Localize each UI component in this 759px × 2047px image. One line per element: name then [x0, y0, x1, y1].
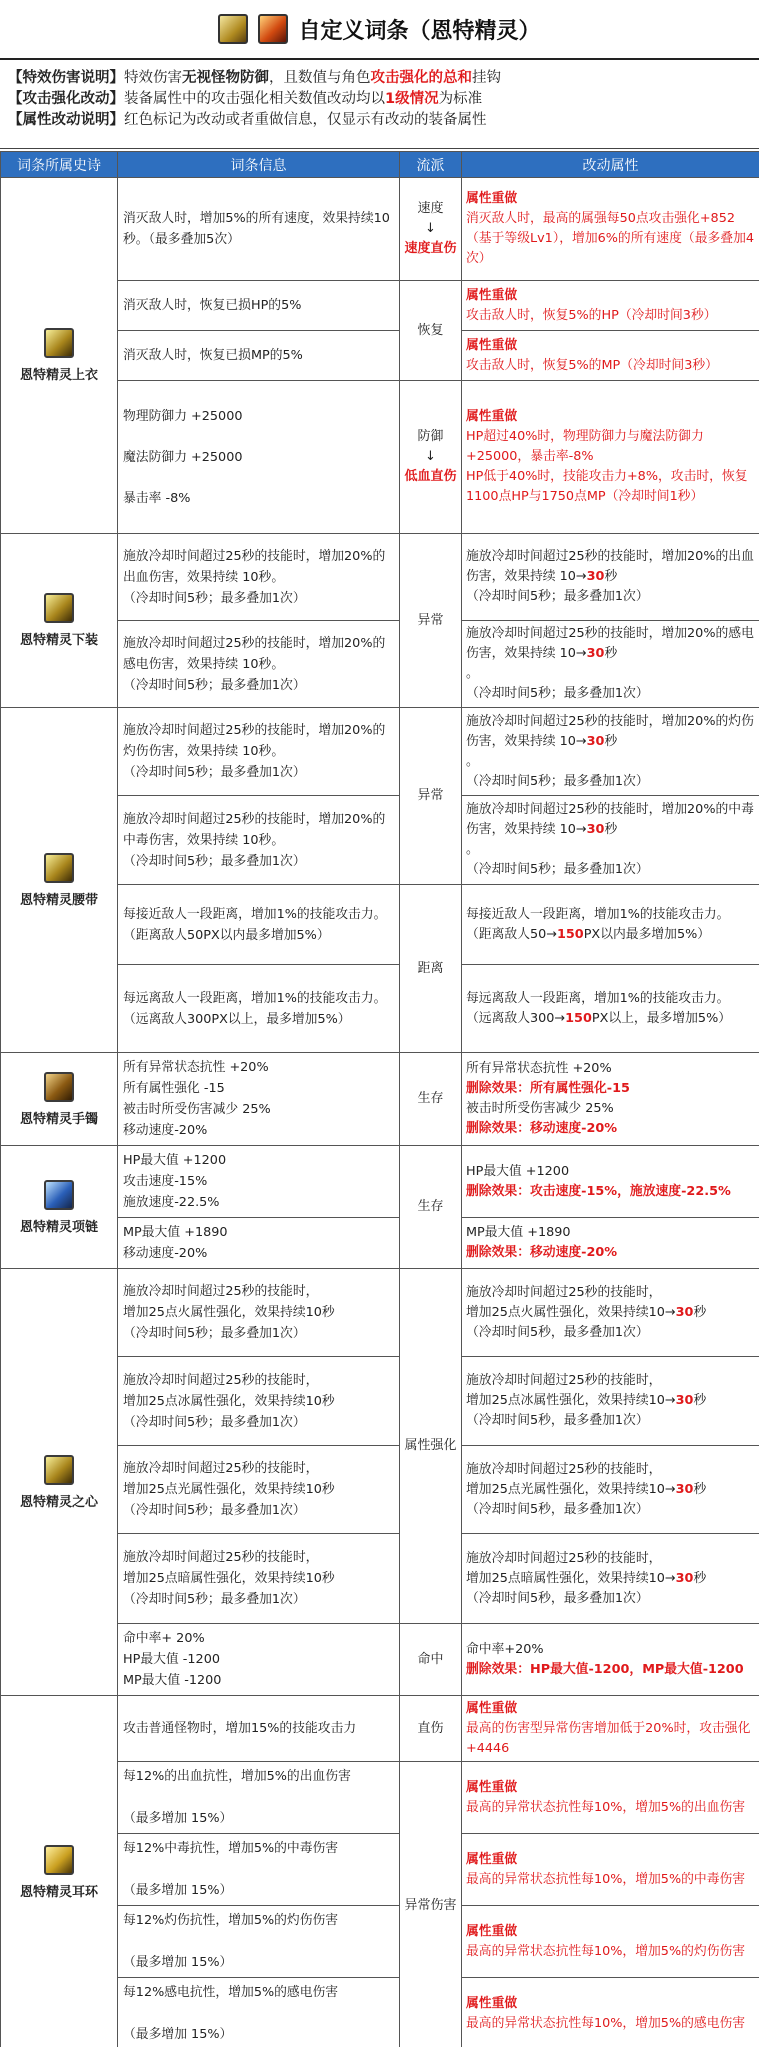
school-cell: 防御 ↓ 低血直伤	[400, 381, 462, 534]
note-key: 【特效伤害说明】	[8, 70, 124, 86]
change-cell: 施放冷却时间超过25秒的技能时，增加20%的感电伤害，效果持续 10→30秒 。 （冷却时间5秒；最多叠加1次）	[462, 621, 759, 708]
affix-info: 每12%的出血抗性，增加5%的出血伤害 （最多增加 15%）	[118, 1762, 400, 1834]
table-row	[1, 1696, 759, 1762]
school-cell: 异常	[400, 708, 462, 885]
affix-info: 每远离敌人一段距离，增加1%的技能攻击力。 （远离敌人300PX以上，最多增加5%）	[118, 965, 400, 1053]
change-cell: 属性重做 HP超过40%时，物理防御力与魔法防御力+25000，暴击率-8% HP低于40%时，技能攻击力+8%，攻击时，恢复1100点HP与1750点MP（冷却时间1秒）	[462, 381, 759, 534]
page-title: 自定义词条（恩特精灵）	[298, 18, 541, 44]
table-row	[1, 178, 759, 281]
school-cell: 直伤	[400, 1696, 462, 1762]
affix-info: 施放冷却时间超过25秒的技能时， 增加25点暗属性强化，效果持续10秒 （冷却时间5秒；最多叠加1次）	[118, 1534, 400, 1624]
info-note: 【属性改动说明】红色标记为改动或者重做信息，仅显示有改动的装备属性	[8, 112, 487, 128]
affix-info: 施放冷却时间超过25秒的技能时，增加20%的灼伤伤害，效果持续 10秒。 （冷却时间5秒；最多叠加1次）	[118, 708, 400, 796]
table-header-row	[1, 152, 759, 178]
page-title-bar	[0, 0, 759, 60]
affix-info: 每12%灼伤抗性，增加5%的灼伤伤害 （最多增加 15%）	[118, 1906, 400, 1978]
change-cell: 属性重做 最高的异常状态抗性每10%，增加5%的中毒伤害	[462, 1834, 759, 1906]
school-cell: 生存	[400, 1146, 462, 1269]
affix-info: 施放冷却时间超过25秒的技能时， 增加25点火属性强化，效果持续10秒 （冷却时间5秒；最多叠加1次）	[118, 1269, 400, 1357]
affix-info: 消灭敌人时，增加5%的所有速度，效果持续10秒。（最多叠加5次）	[118, 178, 400, 281]
table-row	[1, 708, 759, 796]
change-cell: 施放冷却时间超过25秒的技能时，增加20%的出血伤害，效果持续 10→30秒 （冷却时间5秒；最多叠加1次）	[462, 534, 759, 621]
change-cell: 属性重做 消灭敌人时，最高的属强每50点攻击强化+852（基于等级Lv1），增加6%的所有速度（最多叠加4次）	[462, 178, 759, 281]
affix-info: 施放冷却时间超过25秒的技能时，增加20%的出血伤害，效果持续 10秒。 （冷却时间5秒；最多叠加1次）	[118, 534, 400, 621]
change-cell: 施放冷却时间超过25秒的技能时， 增加25点光属性强化，效果持续10→30秒 （冷却时间5秒，最多叠加1次）	[462, 1446, 759, 1534]
affix-info: 施放冷却时间超过25秒的技能时，增加20%的感电伤害，效果持续 10秒。 （冷却时间5秒；最多叠加1次）	[118, 621, 400, 708]
note-key: 【攻击强化改动】	[8, 91, 124, 107]
epic-name-cell: 恩特精灵腰带	[1, 708, 118, 1053]
epic-name-cell: 恩特精灵耳环	[1, 1696, 118, 2047]
info-notes	[0, 62, 759, 149]
school-cell: 属性强化	[400, 1269, 462, 1624]
school-cell: 异常伤害	[400, 1762, 462, 2047]
table-row	[1, 1053, 759, 1146]
affix-info: 攻击普通怪物时，增加15%的技能攻击力	[118, 1696, 400, 1762]
epic-name-cell: 恩特精灵之心	[1, 1269, 118, 1696]
epic-name-cell: 恩特精灵项链	[1, 1146, 118, 1269]
change-cell: MP最大值 +1890 删除效果：移动速度-20%	[462, 1218, 759, 1269]
change-cell: HP最大值 +1200 删除效果：攻击速度-15%，施放速度-22.5%	[462, 1146, 759, 1218]
affix-info: 施放冷却时间超过25秒的技能时， 增加25点光属性强化，效果持续10秒 （冷却时间5秒；最多叠加1次）	[118, 1446, 400, 1534]
change-cell: 命中率+20% 删除效果：HP最大值-1200，MP最大值-1200	[462, 1624, 759, 1696]
affix-info: 所有异常状态抗性 +20% 所有属性强化 -15 被击时所受伤害减少 25% 移动速度-20%	[118, 1053, 400, 1146]
column-header: 词条信息	[118, 152, 400, 178]
info-note: 【攻击强化改动】装备属性中的攻击强化相关数值改动均以1级情况为标准	[8, 91, 483, 107]
affix-info: 施放冷却时间超过25秒的技能时， 增加25点冰属性强化，效果持续10秒 （冷却时间5秒；最多叠加1次）	[118, 1357, 400, 1446]
affix-info: HP最大值 +1200 攻击速度-15% 施放速度-22.5%	[118, 1146, 400, 1218]
earring-icon	[44, 1845, 74, 1875]
change-cell: 施放冷却时间超过25秒的技能时， 增加25点暗属性强化，效果持续10→30秒 （冷却时间5秒，最多叠加1次）	[462, 1534, 759, 1624]
affix-info: 施放冷却时间超过25秒的技能时，增加20%的中毒伤害，效果持续 10秒。 （冷却时间5秒；最多叠加1次）	[118, 796, 400, 885]
change-cell: 属性重做 最高的异常状态抗性每10%，增加5%的感电伤害	[462, 1978, 759, 2047]
change-cell: 属性重做 最高的异常状态抗性每10%，增加5%的出血伤害	[462, 1762, 759, 1834]
column-header: 改动属性	[462, 152, 759, 178]
epic-name-cell: 恩特精灵手镯	[1, 1053, 118, 1146]
school-cell: 速度 ↓ 速度直伤	[400, 178, 462, 281]
change-cell: 所有异常状态抗性 +20% 删除效果：所有属性强化-15 被击时所受伤害减少 25% 删除效果：移动速度-20%	[462, 1053, 759, 1146]
column-header: 词条所属史诗	[1, 152, 118, 178]
affix-info: MP最大值 +1890 移动速度-20%	[118, 1218, 400, 1269]
change-cell: 施放冷却时间超过25秒的技能时，增加20%的灼伤伤害，效果持续 10→30秒 。 （冷却时间5秒；最多叠加1次）	[462, 708, 759, 796]
school-cell: 异常	[400, 534, 462, 708]
bracelet-icon	[44, 1072, 74, 1102]
affix-info: 消灭敌人时，恢复已损MP的5%	[118, 331, 400, 381]
armor-icon	[44, 328, 74, 358]
equipment-icon	[218, 14, 248, 44]
school-cell: 距离	[400, 885, 462, 1053]
epic-name-cell: 恩特精灵下装	[1, 534, 118, 708]
note-key: 【属性改动说明】	[8, 112, 124, 128]
change-cell: 每接近敌人一段距离，增加1%的技能攻击力。 （距离敌人50→150PX以内最多增加5%）	[462, 885, 759, 965]
affix-info: 物理防御力 +25000 魔法防御力 +25000 暴击率 -8%	[118, 381, 400, 534]
affix-info: 每12%感电抗性，增加5%的感电伤害 （最多增加 15%）	[118, 1978, 400, 2047]
school-cell: 生存	[400, 1053, 462, 1146]
change-cell: 属性重做 攻击敌人时，恢复5%的HP（冷却时间3秒）	[462, 281, 759, 331]
school-cell: 恢复	[400, 281, 462, 381]
affix-info: 消灭敌人时，恢复已损HP的5%	[118, 281, 400, 331]
school-cell: 命中	[400, 1624, 462, 1696]
change-cell: 每远离敌人一段距离，增加1%的技能攻击力。 （远离敌人300→150PX以上，最多增加5%）	[462, 965, 759, 1053]
change-cell: 施放冷却时间超过25秒的技能时，增加20%的中毒伤害，效果持续 10→30秒 。 （冷却时间5秒；最多叠加1次）	[462, 796, 759, 885]
affix-info: 每12%中毒抗性，增加5%的中毒伤害 （最多增加 15%）	[118, 1834, 400, 1906]
affix-info: 命中率+ 20% HP最大值 -1200 MP最大值 -1200	[118, 1624, 400, 1696]
change-cell: 属性重做 最高的伤害型异常伤害增加低于20%时，攻击强化+4446	[462, 1696, 759, 1762]
change-cell: 属性重做 最高的异常状态抗性每10%，增加5%的灼伤伤害	[462, 1906, 759, 1978]
table-row	[1, 534, 759, 621]
affix-table	[0, 151, 759, 2047]
affix-info: 每接近敌人一段距离，增加1%的技能攻击力。 （距离敌人50PX以内最多增加5%）	[118, 885, 400, 965]
belt-icon	[44, 853, 74, 883]
column-header: 流派	[400, 152, 462, 178]
necklace-icon	[44, 1180, 74, 1210]
info-note: 【特效伤害说明】特效伤害无视怪物防御，且数值与角色攻击强化的总和挂钩	[8, 70, 501, 86]
epic-name-cell: 恩特精灵上衣	[1, 178, 118, 534]
table-row	[1, 1269, 759, 1357]
equipment-icon	[258, 14, 288, 44]
change-cell: 施放冷却时间超过25秒的技能时， 增加25点火属性强化，效果持续10→30秒 （冷却时间5秒，最多叠加1次）	[462, 1269, 759, 1357]
table-row	[1, 1146, 759, 1218]
change-cell: 施放冷却时间超过25秒的技能时， 增加25点冰属性强化，效果持续10→30秒 （冷却时间5秒，最多叠加1次）	[462, 1357, 759, 1446]
change-cell: 属性重做 攻击敌人时，恢复5%的MP（冷却时间3秒）	[462, 331, 759, 381]
heart-icon	[44, 1455, 74, 1485]
armor-icon	[44, 593, 74, 623]
